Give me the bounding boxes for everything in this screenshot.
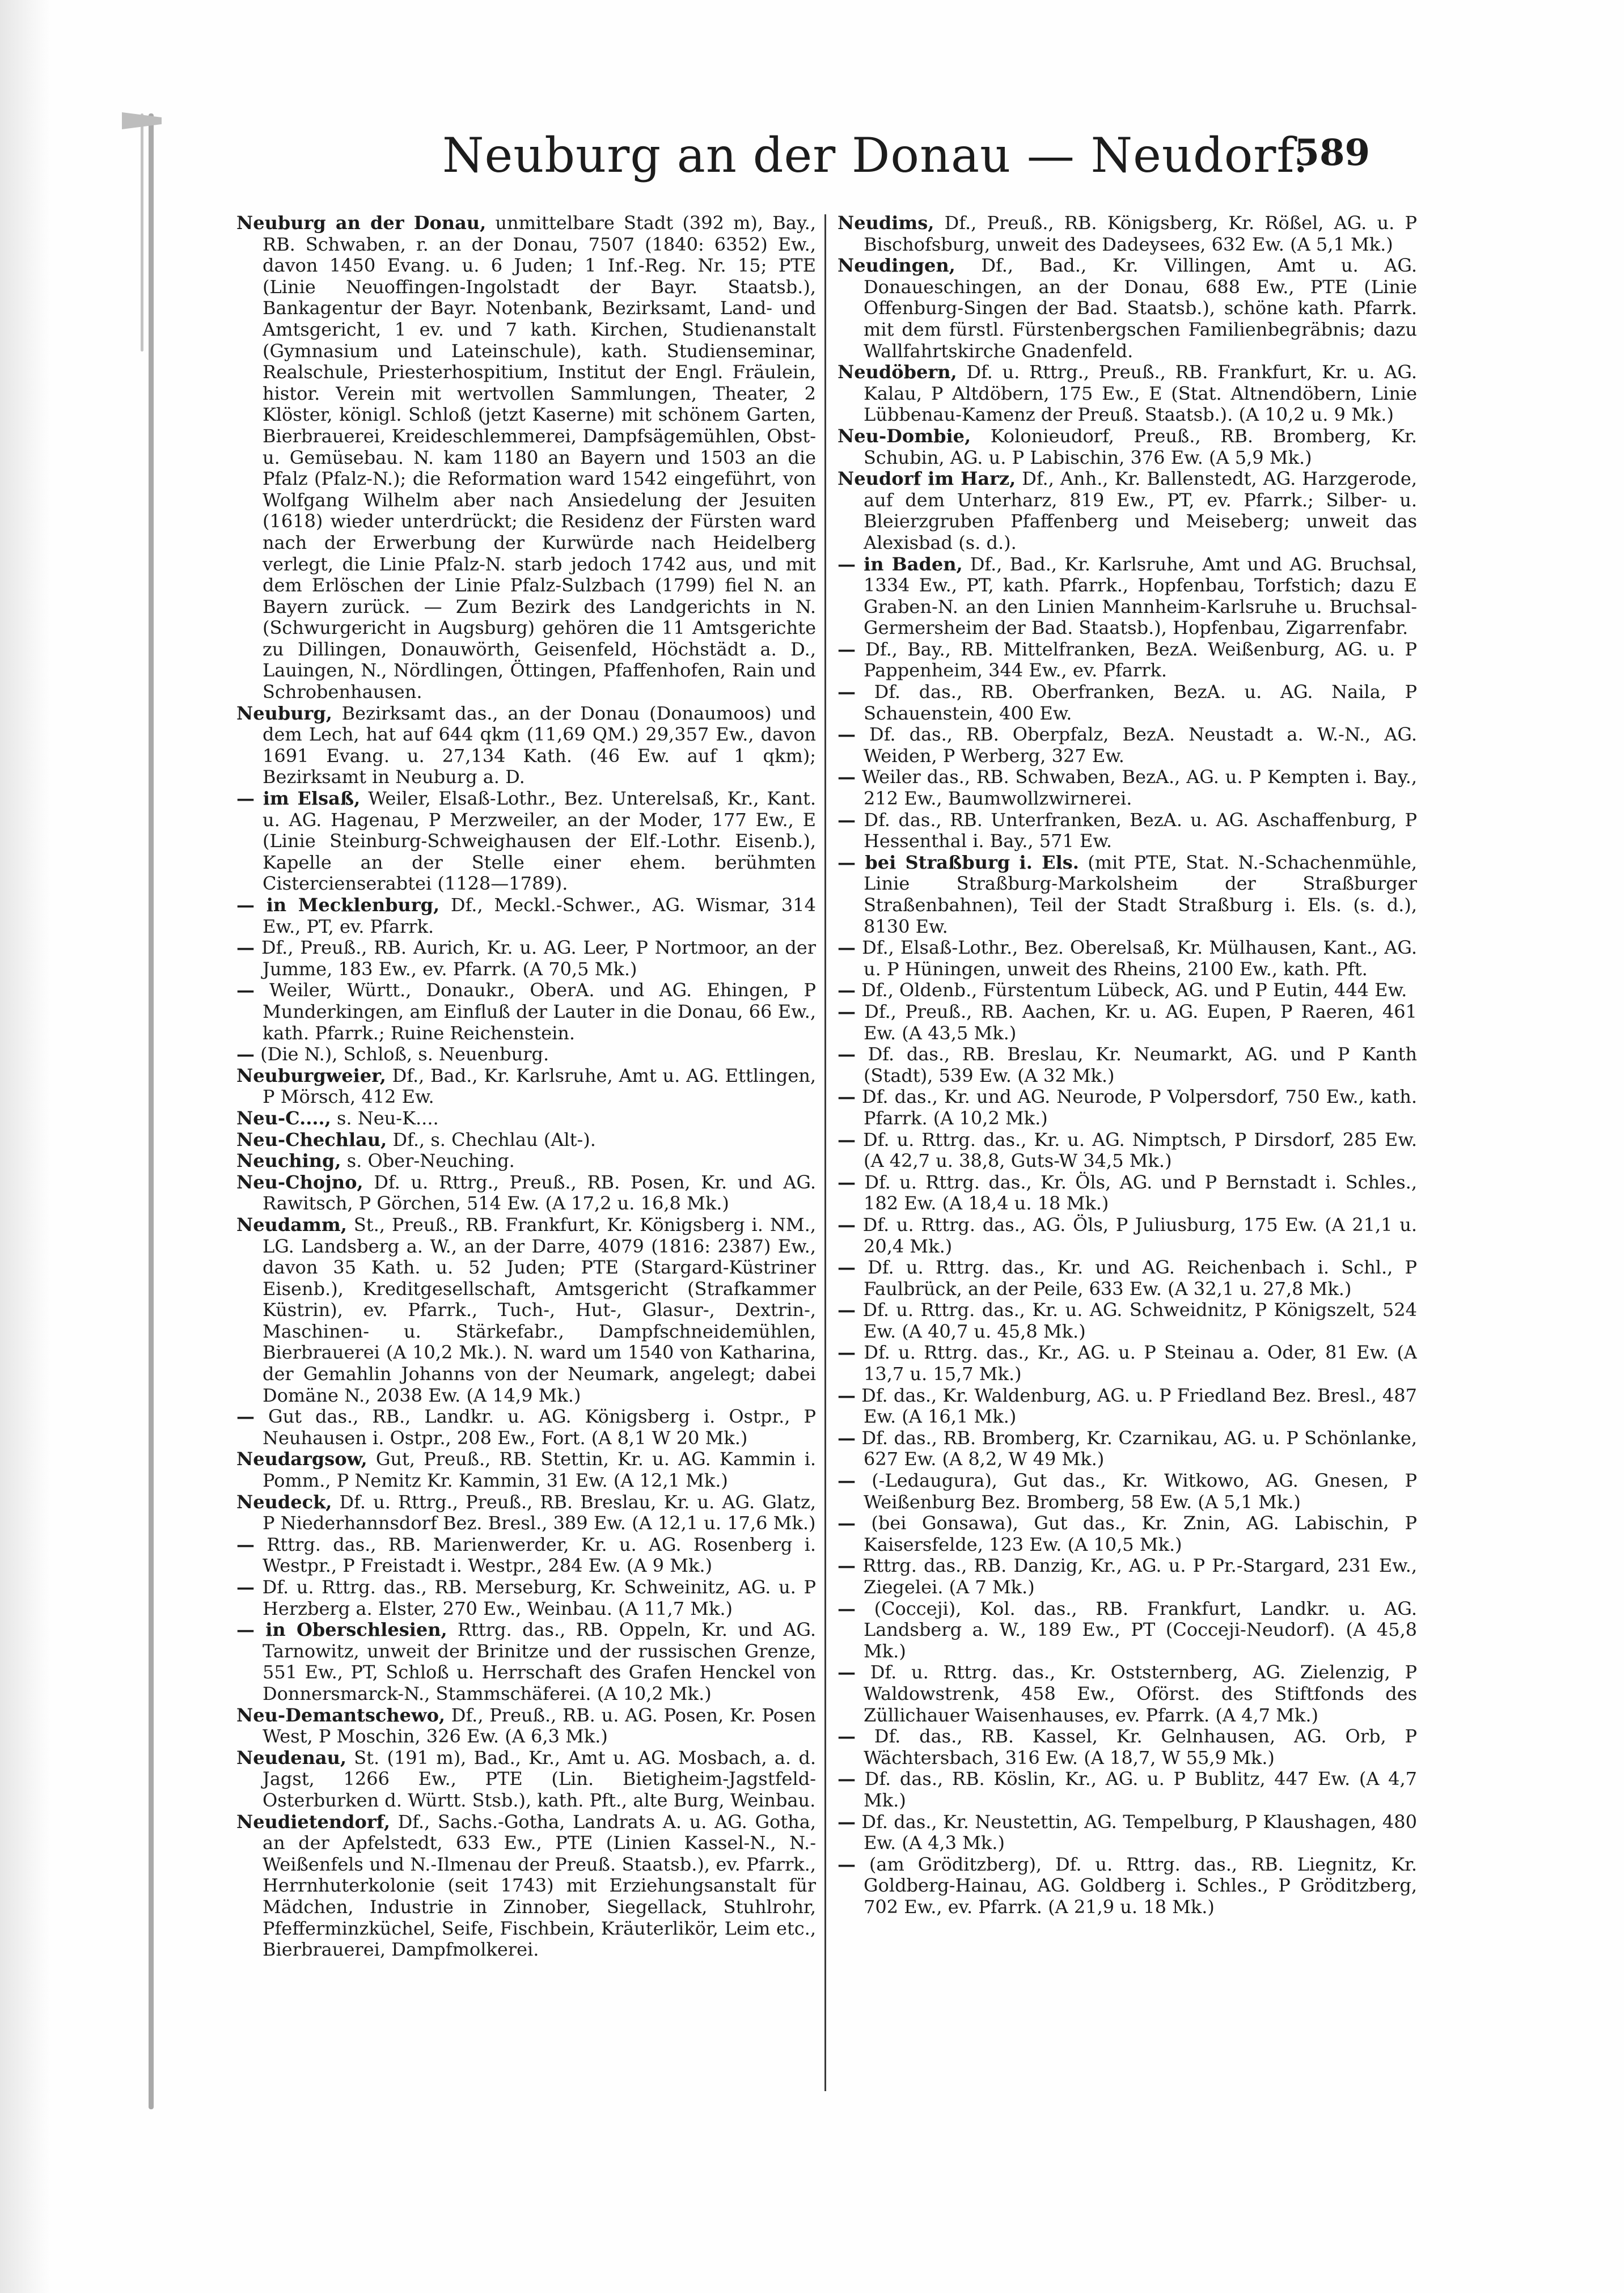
- entry-headword: —: [838, 809, 856, 831]
- entry-text: Df. das., RB. Kassel, Kr. Gelnhausen, AG. Orb, P Wächtersbach, 316 Ew. (A 18,7, W 55,9 Mk.): [856, 1725, 1417, 1769]
- entry-text: Weiler das., RB. Schwaben, BezA., AG. u. P Kempten i. Bay., 212 Ew., Baumwollzwirnerei.: [856, 766, 1417, 810]
- entry-headword: —: [838, 1427, 856, 1449]
- entry-headword: Neu-Dombie,: [838, 425, 971, 447]
- binding-shadow: [0, 0, 51, 2293]
- dictionary-entry: [236, 1534, 816, 1577]
- entry-headword: Neuburgweier,: [236, 1064, 386, 1086]
- entry-text: Df., Bad., Kr. Karlsruhe, Amt u. AG. Ettlingen, P Mörsch, 412 Ew.: [263, 1064, 816, 1108]
- dictionary-entry: [838, 1555, 1417, 1598]
- entry-text: (Cocceji), Kol. das., RB. Frankfurt, Landkr. u. AG. Landsberg a. W., 189 Ew., PT (Cocceji-Neudorf). (A 45,8 Mk.): [856, 1597, 1417, 1662]
- dictionary-entry: [236, 1619, 816, 1704]
- entry-text: Bezirksamt das., an der Donau (Donaumoos) und dem Lech, hat auf 644 qkm (11,69 QM.) 29,357 Ew., davon 1691 Evang. u. 27,134 Kath. (46 Ew. auf 1 qkm); Bezirksamt in Neuburg a. D.: [263, 702, 816, 788]
- entry-text: St., Preuß., RB. Frankfurt, Kr. Königsberg i. NM., LG. Landsberg a. W., an der Darre, 4079 (1816: 2387) Ew., davon 35 Kath. u. 52 Juden; PTE (Stargard-Küstriner Eisenb.), Kreditgesellschaft, Amtsgericht (Strafkammer Küstrin), ev. Pfarrk., Tuch-, Hut-, Glasur-, Dextrin-, Maschinen- u. Stärkefabr., Dampfschneidemühlen, Bierbrauerei (A 10,2 Mk.). N. ward um 1540 von Katharina, der Gemahlin Johanns von der Neumark, angelegt; dabei Domäne N., 2038 Ew. (A 14,9 Mk.): [263, 1213, 816, 1406]
- entry-headword: —: [838, 1768, 856, 1790]
- entry-text: Rttrg. das., RB. Danzig, Kr., AG. u. P Pr.-Stargard, 231 Ew., Ziegelei. (A 7 Mk.): [856, 1555, 1417, 1598]
- dictionary-entry: [236, 1129, 816, 1151]
- entry-text: Df. u. Rttrg. das., Kr. Öls, AG. und P Bernstadt i. Schles., 182 Ew. (A 18,4 u. 18 Mk.): [856, 1171, 1417, 1215]
- entry-text: Df. u. Rttrg., Preuß., RB. Posen, Kr. und AG. Rawitsch, P Görchen, 514 Ew. (A 17,2 u. 16,8 Mk.): [263, 1171, 816, 1215]
- dictionary-entry: [838, 426, 1417, 468]
- dictionary-entry: [838, 1215, 1417, 1257]
- entry-headword: Neudorf im Harz,: [838, 468, 1016, 490]
- entry-headword: —: [838, 1470, 856, 1492]
- entry-headword: —: [236, 1576, 255, 1598]
- entry-headword: —: [838, 724, 856, 746]
- dictionary-entry: [838, 1513, 1417, 1555]
- entry-headword: Neudargsow,: [236, 1448, 367, 1470]
- entry-text: (am Gröditzberg), Df. u. Rttrg. das., RB. Liegnitz, Kr. Goldberg-Hainau, AG. Goldberg i. Schles., P Gröditzberg, 702 Ew., ev. Pfarrk. (A 21,9 u. 18 Mk.): [856, 1853, 1417, 1918]
- entry-text: Gut das., RB., Landkr. u. AG. Königsberg i. Ostpr., P Neuhausen i. Ostpr., 208 Ew., Fort. (A 8,1 W 20 Mk.): [255, 1406, 816, 1449]
- entry-headword: Neudenau,: [236, 1746, 347, 1769]
- entry-headword: —: [838, 766, 856, 788]
- dictionary-entry: [838, 1300, 1417, 1342]
- dictionary-entry: [838, 852, 1417, 937]
- dictionary-entry: [838, 1044, 1417, 1086]
- dictionary-entry: [838, 1470, 1417, 1513]
- entry-text: (-Ledaugura), Gut das., Kr. Witkowo, AG. Gnesen, P Weißenburg Bez. Bromberg, 58 Ew. (A 5,1 Mk.): [856, 1470, 1417, 1513]
- entry-headword: —: [236, 979, 255, 1001]
- entry-text: Df., Sachs.-Gotha, Landrats A. u. AG. Gotha, an der Apfelstedt, 633 Ew., PTE (Linien Kassel-N., N.-Weißenfels und N.-Ilmenau der Preuß. Staatsb.), ev. Pfarrk., Herrnhuterkolonie (seit 1743) mit Erziehungsanstalt für Mädchen, Industrie in Zinnober, Siegellack, Stuhlrohr, Pfefferminzküchel, Seife, Fischbein, Kräuterlikör, Leim etc., Bierbrauerei, Dampfmolkerei.: [263, 1810, 816, 1961]
- entry-headword: —: [838, 1512, 856, 1534]
- entry-headword: —: [838, 1853, 856, 1875]
- entry-headword: —: [838, 1299, 856, 1321]
- entry-headword: —: [236, 1043, 255, 1065]
- dictionary-entry: [838, 724, 1417, 767]
- entry-text: Df., Preuß., RB. u. AG. Posen, Kr. Posen West, P Moschin, 326 Ew. (A 6,3 Mk.): [263, 1704, 816, 1748]
- entry-text: Df., Preuß., RB. Aachen, Kr. u. AG. Eupen, P Raeren, 461 Ew. (A 43,5 Mk.): [856, 1000, 1417, 1044]
- entry-headword: —: [838, 1810, 856, 1833]
- dictionary-entry: [838, 468, 1417, 553]
- entry-text: Df. das., RB. Oberpfalz, BezA. Neustadt a. W.-N., AG. Weiden, P Werberg, 327 Ew.: [856, 724, 1417, 767]
- entry-headword: —: [236, 1406, 255, 1428]
- running-header: Neuburg an der Donau — Neudorf.: [442, 128, 1309, 183]
- entry-text: Df. u. Rttrg. das., RB. Merseburg, Kr. Schweinitz, AG. u. P Herzberg a. Elster, 270 Ew., Weinbau. (A 11,7 Mk.): [255, 1576, 816, 1619]
- entry-headword: Neu-Chojno,: [236, 1171, 363, 1193]
- dictionary-entry: [236, 213, 816, 703]
- dictionary-entry: [838, 1172, 1417, 1215]
- entry-headword: —: [838, 979, 856, 1001]
- entry-text: Df., Anh., Kr. Ballenstedt, AG. Harzgerode, auf dem Unterharz, 819 Ew., PT, ev. Pfarrk.; Silber- u. Bleierzgruben Pfaffenberg und Meiseberg; unweit das Alexisbad (s. d.).: [864, 468, 1417, 553]
- entry-headword: —: [838, 1213, 856, 1236]
- dictionary-entry: [236, 1406, 816, 1449]
- dictionary-entry: [838, 767, 1417, 809]
- entry-text: Weiler, Württ., Donaukr., OberA. und AG. Ehingen, P Munderkingen, am Einfluß der Lauter in die Donau, 66 Ew., kath. Pfarrk.; Ruine Reichenstein.: [255, 979, 816, 1044]
- entry-headword: Neudietendorf,: [236, 1810, 390, 1833]
- entry-text: Df. das., Kr. und AG. Neurode, P Volpersdorf, 750 Ew., kath. Pfarrk. (A 10,2 Mk.): [856, 1086, 1417, 1129]
- entry-text: Df. das., RB. Breslau, Kr. Neumarkt, AG. und P Kanth (Stadt), 539 Ew. (A 32 Mk.): [856, 1043, 1417, 1086]
- entry-text: Df. u. Rttrg. das., Kr., AG. u. P Steinau a. Oder, 81 Ew. (A 13,7 u. 15,7 Mk.): [856, 1342, 1417, 1385]
- dictionary-entry: [236, 1705, 816, 1748]
- entry-headword: Neudamm,: [236, 1213, 347, 1236]
- dictionary-entry: [838, 980, 1417, 1001]
- entry-text: s. Ober-Neuching.: [341, 1150, 515, 1172]
- entry-text: Df. das., RB. Oberfranken, BezA. u. AG. Naila, P Schauenstein, 400 Ew.: [856, 681, 1417, 724]
- entry-text: (mit PTE, Stat. N.-Schachenmühle, Linie Straßburg-Markolsheim der Straßburger Straßenbahnen), Teil der Stadt Straßburg i. Els. (s. d.), 8130 Ew.: [864, 851, 1417, 937]
- entry-text: Df. u. Rttrg. das., Kr. u. AG. Schweidnitz, P Königszelt, 524 Ew. (A 40,7 u. 45,8 Mk.): [856, 1299, 1417, 1342]
- binding-edge-mark: [141, 113, 143, 352]
- left-column: [236, 213, 816, 2118]
- dictionary-entry: [236, 1449, 816, 1491]
- entry-headword: —: [838, 1000, 856, 1022]
- entry-text: Rttrg. das., RB. Oppeln, Kr. und AG. Tarnowitz, unweit der Brinitze und der russischen Grenze, 551 Ew., PT, Schloß u. Herrschaft des Grafen Henckel von Donnersmarck-N., Stammschäferei. (A 10,2 Mk.): [263, 1619, 816, 1704]
- dictionary-entry: [236, 980, 816, 1044]
- dictionary-entry: [236, 1172, 816, 1215]
- entry-text: (bei Gonsawa), Gut das., Kr. Znin, AG. Labischin, P Kaisersfelde, 123 Ew. (A 10,5 Mk.): [856, 1512, 1417, 1555]
- entry-text: Df. u. Rttrg. das., Kr. Oststernberg, AG. Zielenzig, P Waldowstrenk, 458 Ew., Oförst. des Stiftfonds des Züllichauer Waisenhauses, ev. Pfarrk. (A 4,7 Mk.): [856, 1661, 1417, 1726]
- dictionary-entry: [838, 1257, 1417, 1300]
- right-column: [838, 213, 1417, 2118]
- dictionary-entry: [838, 1001, 1417, 1044]
- entry-headword: Neu-Chechlau,: [236, 1128, 387, 1150]
- entry-headword: —: [838, 1171, 856, 1193]
- dictionary-entry: [838, 682, 1417, 724]
- entry-text: unmittelbare Stadt (392 m), Bay., RB. Schwaben, r. an der Donau, 7507 (1840: 6352) Ew., davon 1450 Evang. u. 6 Juden; 1 Inf.-Reg. Nr. 15; PTE (Linie Neuoffingen-Ingolstadt der Bayr. Staatsb.), Bankagentur der Bayr. Notenbank, Bezirksamt, Land- und Amtsgericht, 1 ev. und 7 kath. Kirchen, Studienanstalt (Gymnasium und Lateinschule), kath. Studienseminar, Realschule, Priesterhospitium, Institut der Engl. Fräulein, histor. Verein mit wertvollen Sammlungen, Theater, 2 Klöster, königl. Schloß (jetzt Kaserne) mit schönem Garten, Bierbrauerei, Kreideschlemmerei, Dampfsägemühlen, Obst- u. Gemüsebau. N. kam 1180 an Bayern und 1503 an die Pfalz (Pfalz-N.); die Reformation ward 1542 eingeführt, von Wolfgang Wilhelm aber nach Ansiedelung der Jesuiten (1618) wieder unterdrückt; die Residenz der Fürsten ward nach der Erwerbung der Kurwürde nach Heidelberg verlegt, die Linie Pfalz-N. starb jedoch 1742 aus, und mit dem Erlöschen der Linie Pfalz-Sulzbach (1799) fiel N. an Bayern zurück. — Zum Bezirk des Landgerichts in N. (Schwurgericht in Augsburg) gehören die 11 Amtsgerichte zu Dillingen, Donauwörth, Geisenfeld, Höchstädt a. D., Lauingen, N., Nördlingen, Öttingen, Pfaffenhofen, Rain und Schrobenhausen.: [263, 213, 816, 703]
- dictionary-entry: [236, 1150, 816, 1172]
- dictionary-entry: [838, 1385, 1417, 1428]
- entry-text: Df., Preuß., RB. Königsberg, Kr. Rößel, AG. u. P Bischofsburg, unweit des Dadeysees, 632 Ew. (A 5,1 Mk.): [864, 213, 1417, 255]
- dictionary-entry: [236, 788, 816, 895]
- entry-text: Rttrg. das., RB. Marienwerder, Kr. u. AG. Rosenberg i. Westpr., P Freistadt i. Westpr., 284 Ew. (A 9 Mk.): [255, 1533, 816, 1577]
- entry-headword: — in Oberschlesien,: [236, 1619, 447, 1641]
- entry-text: s. Neu-K....: [331, 1107, 439, 1129]
- entry-headword: — im Elsaß,: [236, 788, 361, 810]
- entry-text: Df. das., Kr. Waldenburg, AG. u. P Friedland Bez. Bresl., 487 Ew. (A 16,1 Mk.): [856, 1384, 1417, 1428]
- entry-headword: —: [838, 1342, 856, 1364]
- dictionary-entry: [236, 703, 816, 788]
- binding-edge-tick: [122, 112, 162, 129]
- entry-headword: Neuburg,: [236, 702, 332, 724]
- entry-text: Df., Bay., RB. Mittelfranken, BezA. Weißenburg, AG. u. P Pappenheim, 344 Ew., ev. Pfarrk.: [856, 638, 1417, 682]
- entry-text: Df. u. Rttrg. das., Kr. und AG. Reichenbach i. Schl., P Faulbrück, an der Peile, 633 Ew. (A 32,1 u. 27,8 Mk.): [856, 1257, 1417, 1300]
- entry-text: Df., Elsaß-Lothr., Bez. Oberelsaß, Kr. Mülhausen, Kant., AG. u. P Hüningen, unweit des Rheins, 2100 Ew., kath. Pft.: [856, 937, 1417, 980]
- dictionary-entry: [838, 937, 1417, 980]
- entry-headword: —: [838, 1555, 856, 1577]
- entry-text: Gut, Preuß., RB. Stettin, Kr. u. AG. Kammin i. Pomm., P Nemitz Kr. Kammin, 31 Ew. (A 12,1 Mk.): [263, 1448, 816, 1492]
- dictionary-entry: [838, 1342, 1417, 1385]
- entry-headword: Neuching,: [236, 1150, 341, 1172]
- dictionary-entry: [838, 1662, 1417, 1726]
- entry-headword: —: [838, 1128, 856, 1150]
- entry-headword: Neu-Demantschewo,: [236, 1704, 446, 1726]
- dictionary-entry: [838, 639, 1417, 682]
- entry-text: Df. das., RB. Bromberg, Kr. Czarnikau, AG. u. P Schönlanke, 627 Ew. (A 8,2, W 49 Mk.): [856, 1427, 1417, 1470]
- entry-headword: —: [838, 1725, 856, 1748]
- entry-text: Df., Preuß., RB. Aurich, Kr. u. AG. Leer, P Nortmoor, an der Jumme, 183 Ew., ev. Pfarrk. (A 70,5 Mk.): [255, 937, 816, 980]
- dictionary-entry: [236, 1492, 816, 1534]
- binding-edge-rule: [149, 113, 154, 2109]
- entry-text: Df., Bad., Kr. Karlsruhe, Amt und AG. Bruchsal, 1334 Ew., PT, kath. Pfarrk., Hopfenbau, Torfstich; dazu E Graben-N. an den Linien Mannheim-Karlsruhe u. Bruchsal-Germersheim der Bad. Staatsb.), Hopfenbau, Zigarrenfabr.: [864, 553, 1417, 639]
- dictionary-entry: [838, 1854, 1417, 1918]
- entry-headword: —: [838, 1257, 856, 1279]
- entry-text: Df., s. Chechlau (Alt-).: [387, 1128, 596, 1150]
- entry-text: Kolonieudorf, Preuß., RB. Bromberg, Kr. Schubin, AG. u. P Labischin, 376 Ew. (A 5,9 Mk.): [864, 425, 1417, 468]
- entry-headword: — in Baden,: [838, 553, 963, 575]
- entry-text: Df. u. Rttrg., Preuß., RB. Frankfurt, Kr. u. AG. Kalau, P Altdöbern, 175 Ew., E (Stat. Altnendöbern, Linie Lübbenau-Kamenz der Preuß. Staatsb.). (A 10,2 u. 9 Mk.): [864, 361, 1417, 426]
- entry-text: Df. das., Kr. Neustettin, AG. Tempelburg, P Klaushagen, 480 Ew. (A 4,3 Mk.): [856, 1810, 1417, 1854]
- entry-text: Weiler, Elsaß-Lothr., Bez. Unterelsaß, Kr., Kant. u. AG. Hagenau, P Merzweiler, an der Moder, 177 Ew., E (Linie Steinburg-Schweighausen der Elf.-Lothr. Eisenb.), Kapelle an der Stelle einer ehem. berühmten Cistercienserabtei (1128—1789).: [263, 788, 816, 895]
- entry-headword: Neudingen,: [838, 255, 955, 277]
- dictionary-entry: [838, 255, 1417, 362]
- entry-headword: —: [838, 638, 856, 660]
- entry-headword: Neu-C....,: [236, 1107, 331, 1129]
- entry-headword: —: [838, 1661, 856, 1683]
- entry-text: Df., Meckl.-Schwer., AG. Wismar, 314 Ew., PT, ev. Pfarrk.: [263, 894, 816, 937]
- entry-headword: Neuburg an der Donau,: [236, 213, 487, 234]
- dictionary-entry: [838, 362, 1417, 426]
- dictionary-entry: [838, 1598, 1417, 1662]
- dictionary-entry: [838, 1812, 1417, 1854]
- entry-headword: Neudims,: [838, 213, 934, 234]
- dictionary-entry: [236, 1215, 816, 1406]
- entry-text: Df., Oldenb., Fürstentum Lübeck, AG. und P Eutin, 444 Ew.: [856, 979, 1407, 1001]
- entry-headword: —: [838, 1597, 856, 1619]
- entry-headword: — bei Straßburg i. Els.: [838, 851, 1079, 873]
- entry-headword: —: [236, 937, 255, 959]
- dictionary-entry: [236, 1577, 816, 1619]
- dictionary-entry: [236, 1748, 816, 1812]
- entry-text: (Die N.), Schloß, s. Neuenburg.: [255, 1043, 549, 1065]
- entry-headword: — in Mecklenburg,: [236, 894, 440, 916]
- entry-text: Df. u. Rttrg., Preuß., RB. Breslau, Kr. u. AG. Glatz, P Niederhannsdorf Bez. Bresl., 389 Ew. (A 12,1 u. 17,6 Mk.): [263, 1491, 816, 1534]
- dictionary-entry: [838, 1726, 1417, 1769]
- dictionary-entry: [236, 937, 816, 980]
- entry-headword: —: [236, 1533, 255, 1555]
- dictionary-entry: [838, 810, 1417, 852]
- entry-headword: —: [838, 681, 856, 703]
- dictionary-entry: [236, 1065, 816, 1108]
- dictionary-entry: [838, 1769, 1417, 1811]
- dictionary-entry: [838, 1129, 1417, 1172]
- entry-text: Df. u. Rttrg. das., Kr. u. AG. Nimptsch, P Dirsdorf, 285 Ew. (A 42,7 u. 38,8, Guts-W 34,5 Mk.): [856, 1128, 1417, 1172]
- entry-headword: —: [838, 937, 856, 959]
- entry-headword: —: [838, 1384, 856, 1406]
- dictionary-entry: [838, 213, 1417, 255]
- entry-text: Df. u. Rttrg. das., AG. Öls, P Juliusburg, 175 Ew. (A 21,1 u. 20,4 Mk.): [856, 1213, 1417, 1257]
- dictionary-entry: [838, 1086, 1417, 1129]
- entry-text: Df. das., RB. Köslin, Kr., AG. u. P Bublitz, 447 Ew. (A 4,7 Mk.): [856, 1768, 1417, 1811]
- page-number: 589: [1294, 132, 1370, 174]
- entry-headword: Neudeck,: [236, 1491, 332, 1513]
- dictionary-entry: [838, 1428, 1417, 1470]
- dictionary-entry: [236, 1044, 816, 1065]
- entry-headword: —: [838, 1086, 856, 1108]
- column-divider: [824, 214, 826, 2091]
- entry-text: St. (191 m), Bad., Kr., Amt u. AG. Mosbach, a. d. Jagst, 1266 Ew., PTE (Lin. Bietigheim-Jagstfeld-Osterburken d. Württ. Stsb.), kath. Pft., alte Burg, Weinbau.: [263, 1746, 816, 1811]
- entry-headword: —: [838, 1043, 856, 1065]
- dictionary-entry: [236, 895, 816, 937]
- entry-text: Df. das., RB. Unterfranken, BezA. u. AG. Aschaffenburg, P Hessenthal i. Bay., 571 Ew.: [856, 809, 1417, 852]
- dictionary-entry: [838, 554, 1417, 639]
- dictionary-entry: [236, 1812, 816, 1961]
- entry-headword: Neudöbern,: [838, 361, 957, 383]
- dictionary-entry: [236, 1108, 816, 1129]
- entry-text: Df., Bad., Kr. Villingen, Amt u. AG. Donaueschingen, an der Donau, 688 Ew., PTE (Linie Offenburg-Singen der Bad. Staatsb.), schöne kath. Pfarrk. mit dem fürstl. Fürstenbergschen Familienbegräbnis; dazu Wallfahrtskirche Gnadenfeld.: [864, 255, 1417, 362]
